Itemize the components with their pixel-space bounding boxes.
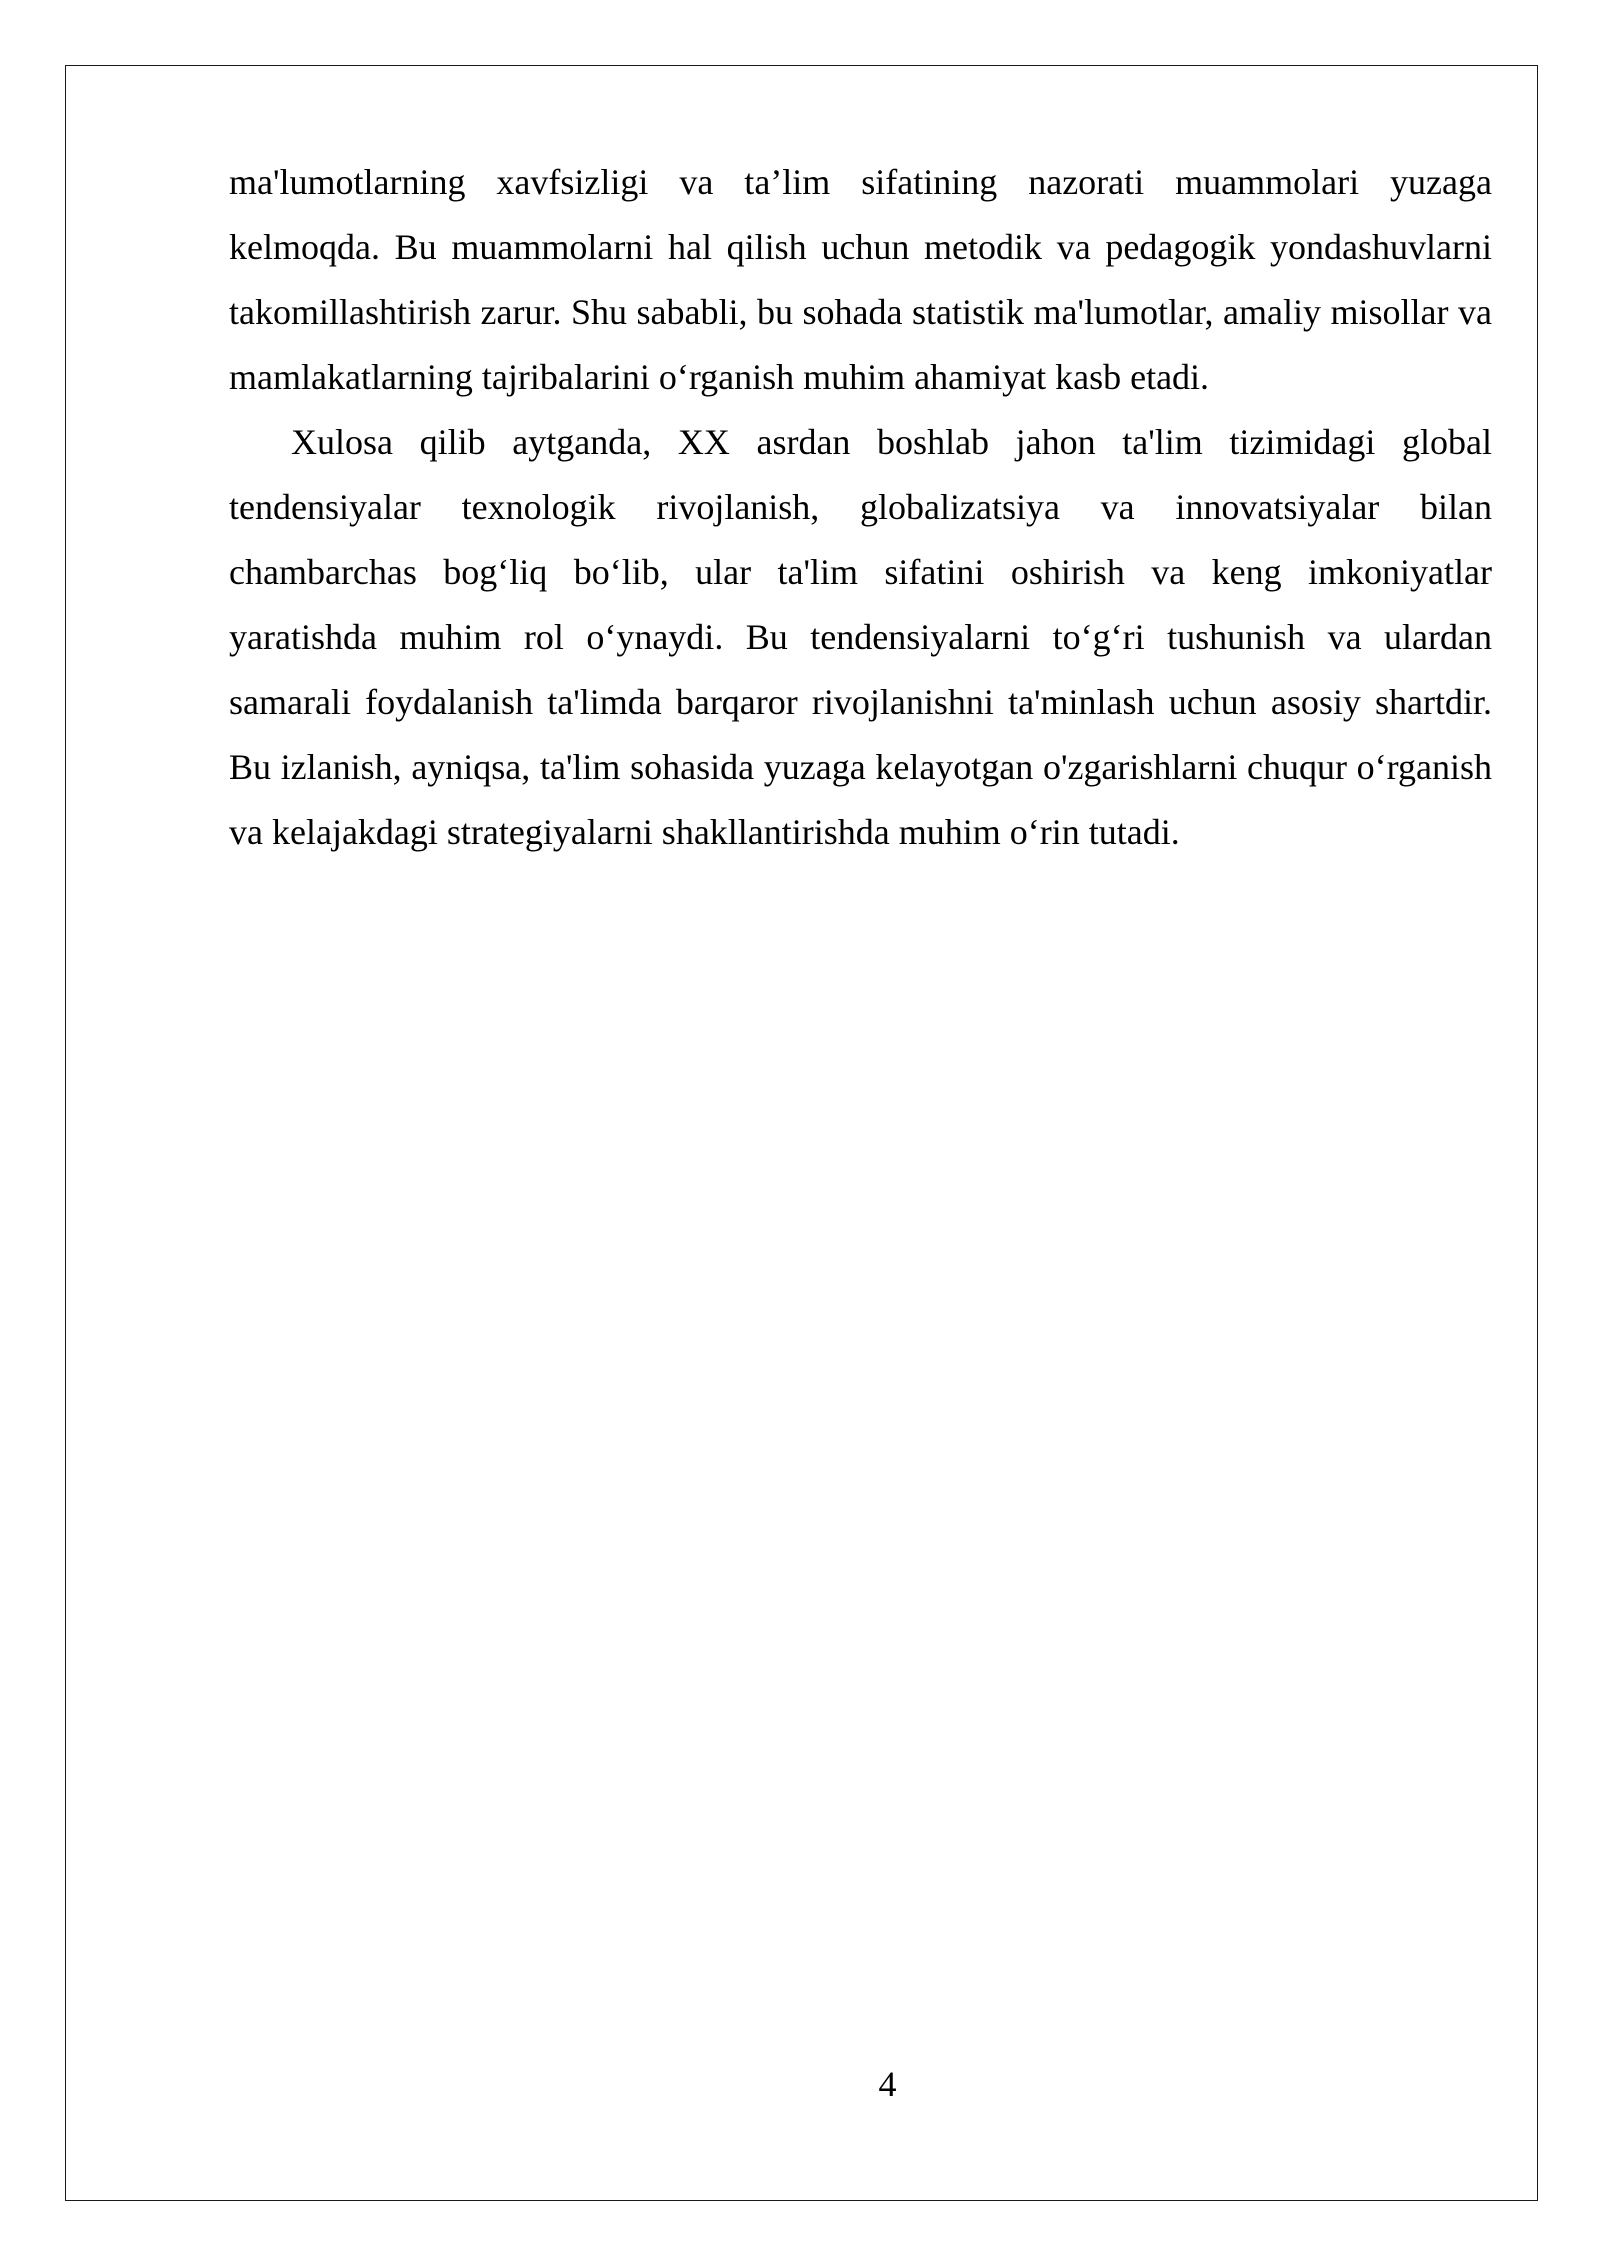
paragraph-conclusion: Xulosa qilib aytganda, XX asrdan boshlab jahon ta'lim tizimidagi global tendensiyalar texnologik rivojlanish, globalizatsiya va innovatsiyalar bilan chambarchas bog‘liq bo‘lib, ular ta'lim sifatini oshirish va keng imkoniyatlar yaratishda muhim rol o‘ynaydi. Bu tendensiyalarni to‘g‘ri tushunish va ulardan samarali foydalanish ta'limda barqaror rivojlanishni ta'minlash uchun asosiy shartdir. Bu izlanish, ayniqsa, ta'lim sohasida yuzaga kelayotgan o'zgarishlarni chuqur o‘rganish va kelajakdagi strategiyalarni shakllantirishda muhim o‘rin tutadi.: [229, 422, 1492, 852]
paragraph-continuation: ma'lumotlarning xavfsizligi va ta’lim sifatining nazorati muammolari yuzaga kelmoqda. Bu muammolarni hal qilish uchun metodik va pedagogik yondashuvlarni takomillashtirish zarur. Shu sababli, bu sohada statistik ma'lumotlar, amaliy misollar va mamlakatlarning tajribalarini o‘rganish muhim ahamiyat kasb etadi.: [229, 162, 1492, 397]
page-number: 4: [878, 2064, 897, 2104]
body-text: [229, 150, 1492, 865]
